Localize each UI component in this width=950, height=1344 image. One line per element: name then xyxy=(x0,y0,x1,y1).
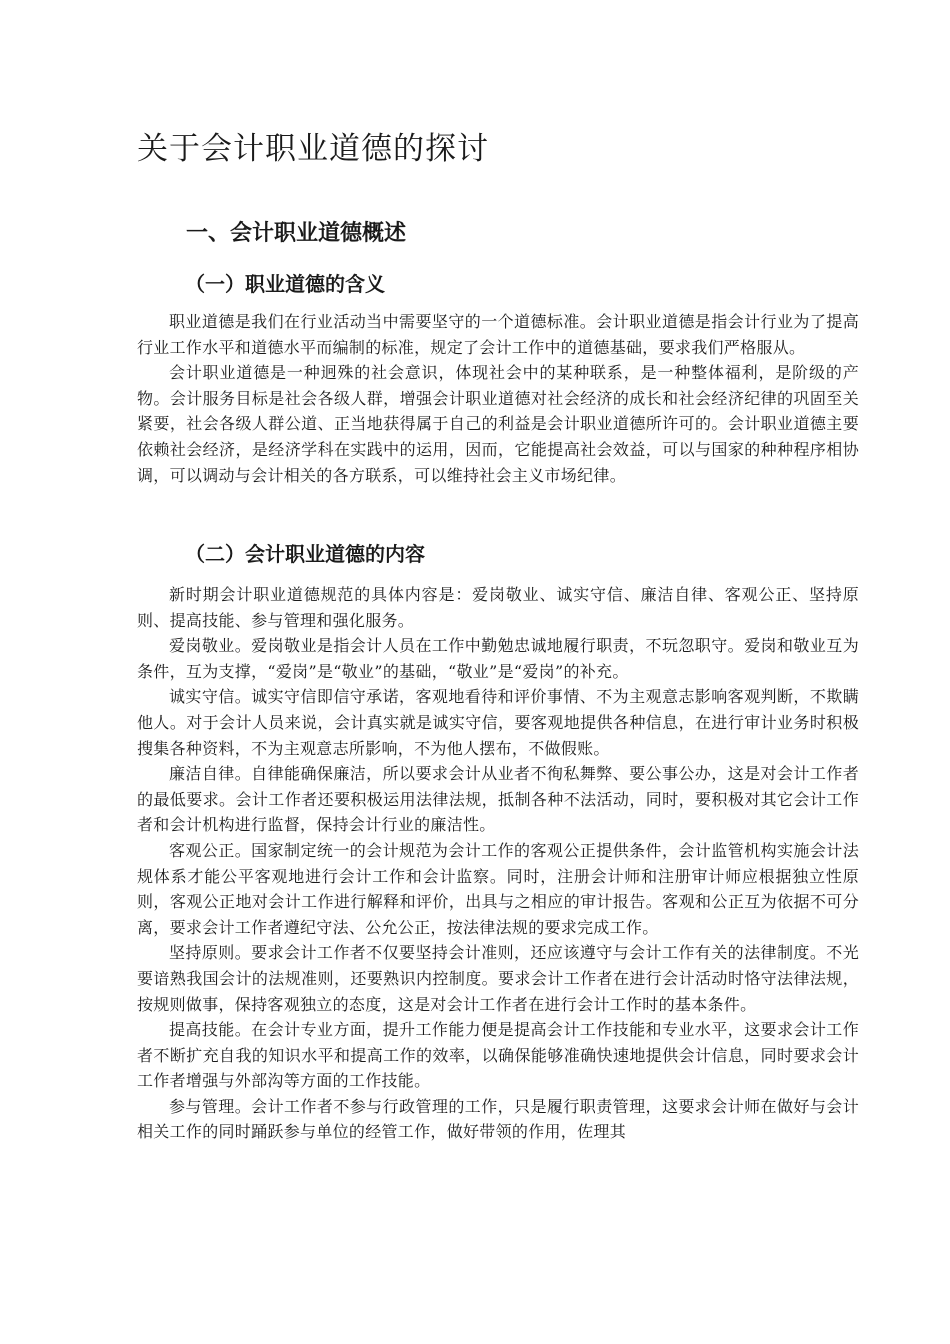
subheading-content: （二）会计职业道德的内容 xyxy=(185,542,425,566)
paragraph: 坚持原则。要求会计工作者不仅要坚持会计准则，还应该遵守与会计工作有关的法律制度。不光要谙熟我国会计的法规准则，还要熟识内控制度。要求会计工作者在进行会计活动时恪守法律法规，按规则做事，保持客观独立的态度，这是对会计工作者在进行会计工作时的基本条件。 xyxy=(137,943,859,1014)
paragraph: 新时期会计职业道德规范的具体内容是：爱岗敬业、诚实守信、廉洁自律、客观公正、坚持原则、提高技能、参与管理和强化服务。 xyxy=(137,585,859,630)
paragraph: 客观公正。国家制定统一的会计规范为会计工作的客观公正提供条件，会计监管机构实施会计法规体系才能公平客观地进行会计工作和会计监察。同时，注册会计师和注册审计师应根据独立性原则，客观公正地对会计工作进行解释和评价，出具与之相应的审计报告。客观和公正互为依据不可分离，要求会计工作者遵纪守法、公允公正，按法律法规的要求完成工作。 xyxy=(137,840,859,937)
paragraph: 廉洁自律。自律能确保廉洁，所以要求会计从业者不徇私舞弊、要公事公办，这是对会计工作者的最低要求。会计工作者还要积极运用法律法规，抵制各种不法活动，同时，要积极对其它会计工作者和会计机构进行监督，保持会计行业的廉洁性。 xyxy=(137,764,859,835)
subheading-meaning: （一）职业道德的含义 xyxy=(185,272,385,296)
paragraph: 提高技能。在会计专业方面，提升工作能力便是提高会计工作技能和专业水平，这要求会计工作者不断扩充自我的知识水平和提高工作的效率，以确保能够准确快速地提供会计信息，同时要求会计工作者增强与外部沟等方面的工作技能。 xyxy=(137,1020,859,1091)
section-heading-overview: 一、会计职业道德概述 xyxy=(186,221,407,246)
paragraph: 诚实守信。诚实守信即信守承诺，客观地看待和评价事情、不为主观意志影响客观判断，不欺瞒他人。对于会计人员来说，会计真实就是诚实守信，要客观地提供各种信息，在进行审计业务时积极搜集各种资料，不为主观意志所影响，不为他人摆布，不做假账。 xyxy=(137,687,859,758)
document-title: 关于会计职业道德的探讨 xyxy=(137,131,489,167)
paragraph: 职业道德是我们在行业活动当中需要坚守的一个道德标准。会计职业道德是指会计行业为了提高行业工作水平和道德水平而编制的标准，规定了会计工作中的道德基础，要求我们严格服从。 xyxy=(137,312,859,357)
paragraph: 爱岗敬业。爱岗敬业是指会计人员在工作中勤勉忠诚地履行职责，不玩忽职守。爱岗和敬业互为条件，互为支撑，“爱岗”是“敬业”的基础，“敬业”是“爱岗”的补充。 xyxy=(137,636,859,681)
section-content-body xyxy=(137,582,859,1145)
section-meaning-body xyxy=(137,309,859,488)
paragraph: 会计职业道德是一种迥殊的社会意识，体现社会中的某种联系，是一种整体福利，是阶级的产物。会计服务目标是社会各级人群，增强会计职业道德对社会经济的成长和社会经济纪律的巩固至关紧要，社会各级人群公道、正当地获得属于自己的利益是会计职业道德所许可的。会计职业道德主要依赖社会经济，是经济学科在实践中的运用，因而，它能提高社会效益，可以与国家的种种程序相协调，可以调动与会计相关的各方联系，可以维持社会主义市场纪律。 xyxy=(137,363,859,485)
paragraph: 参与管理。会计工作者不参与行政管理的工作，只是履行职责管理，这要求会计师在做好与会计相关工作的同时踊跃参与单位的经管工作，做好带领的作用，佐理其 xyxy=(137,1096,859,1142)
